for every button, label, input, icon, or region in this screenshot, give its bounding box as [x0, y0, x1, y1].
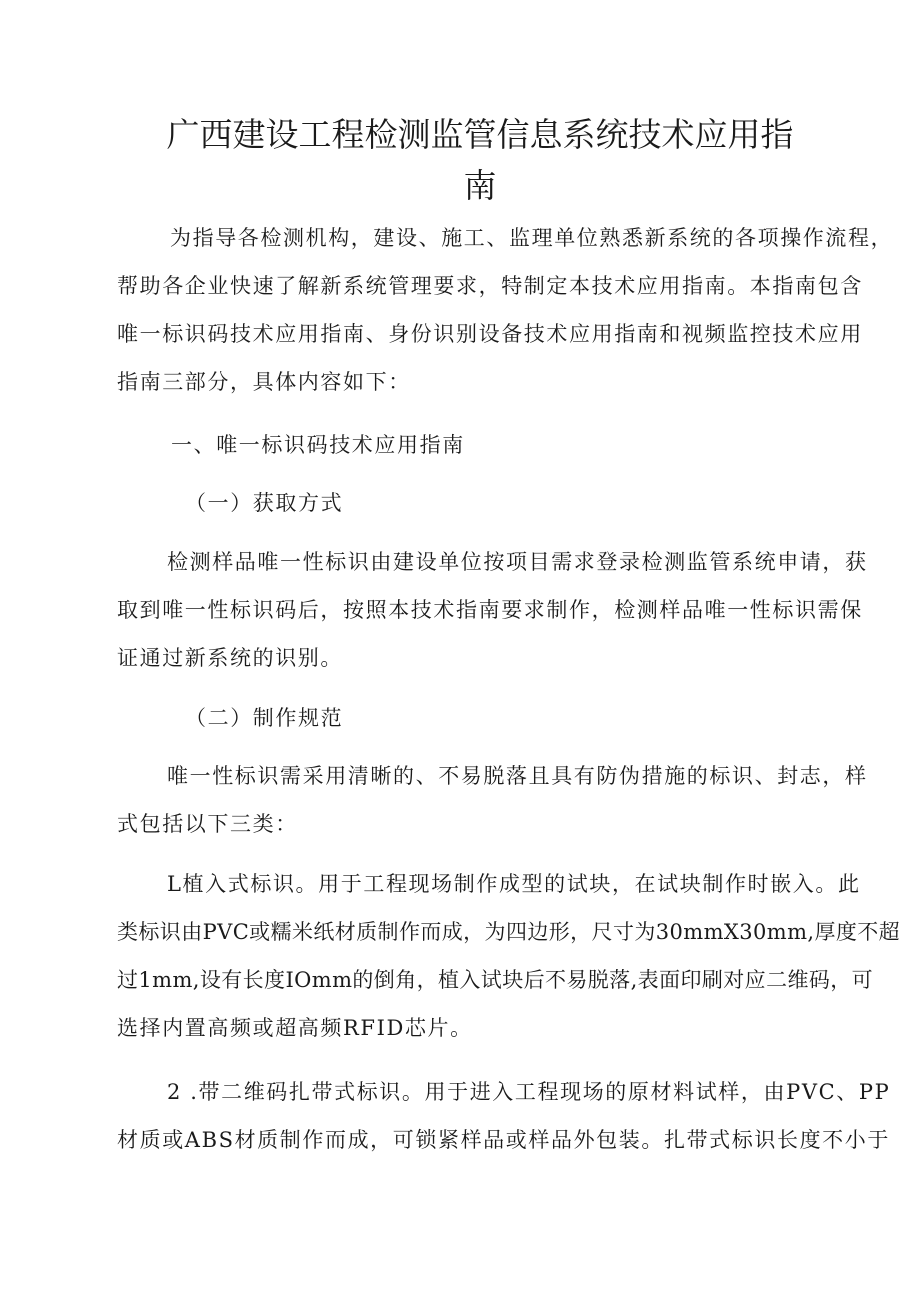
item-2-paragraph [117, 1068, 891, 1164]
item-line: 过1mm,设有长度IOmm的倒角，植入试块后不易脱落,表面印刷对应二维码，可 [117, 968, 874, 992]
intro-line: 为指导各检测机构，建设、施工、监理单位熟悉新系统的各项操作流程， [170, 226, 894, 250]
section-1-heading: 一、唯一标识码技术应用指南 [171, 433, 465, 457]
intro-line: 唯一标识码技术应用指南、身份识别设备技术应用指南和视频监控技术应用 [117, 322, 863, 346]
body-line: 证通过新系统的识别。 [117, 646, 343, 670]
intro-line: 指南三部分，具体内容如下： [117, 370, 411, 394]
document-title-line-1: 广西建设工程检测监管信息系统技术应用指 [166, 115, 794, 154]
body-line: 式包括以下三类： [117, 812, 298, 836]
intro-paragraph [117, 214, 894, 406]
subsection-2-body [117, 752, 868, 848]
body-line: 取到唯一性标识码后，按照本技术指南要求制作，检测样品唯一性标识需保 [117, 598, 863, 622]
item-line: 选择内置高频或超高频RFID芯片。 [117, 1016, 473, 1040]
subsection-2-heading: （二）制作规范 [185, 706, 344, 730]
document-title-line-2: 南 [463, 166, 497, 205]
subsection-1-body [117, 538, 868, 682]
item-line: 类标识由PVC或糯米纸材质制作而成，为四边形，尺寸为30mmX30mm,厚度不超 [117, 920, 901, 944]
body-line: 检测样品唯一性标识由建设单位按项目需求登录检测监管系统申请，获 [167, 550, 868, 574]
body-line: 唯一性标识需采用清晰的、不易脱落且具有防伪措施的标识、封志，样 [167, 764, 868, 788]
item-line: 材质或ABS材质制作而成，可锁紧样品或样品外包装。扎带式标识长度不小于 [117, 1128, 890, 1152]
subsection-1-heading: （一）获取方式 [185, 491, 344, 515]
item-line: L植入式标识。用于工程现场制作成型的试块，在试块制作时嵌入。此 [167, 872, 861, 896]
item-line: 2 .带二维码扎带式标识。用于进入工程现场的原材料试样，由PVC、PP [167, 1080, 891, 1104]
intro-line: 帮助各企业快速了解新系统管理要求，特制定本技术应用指南。本指南包含 [117, 274, 863, 298]
item-1-paragraph [117, 860, 901, 1052]
